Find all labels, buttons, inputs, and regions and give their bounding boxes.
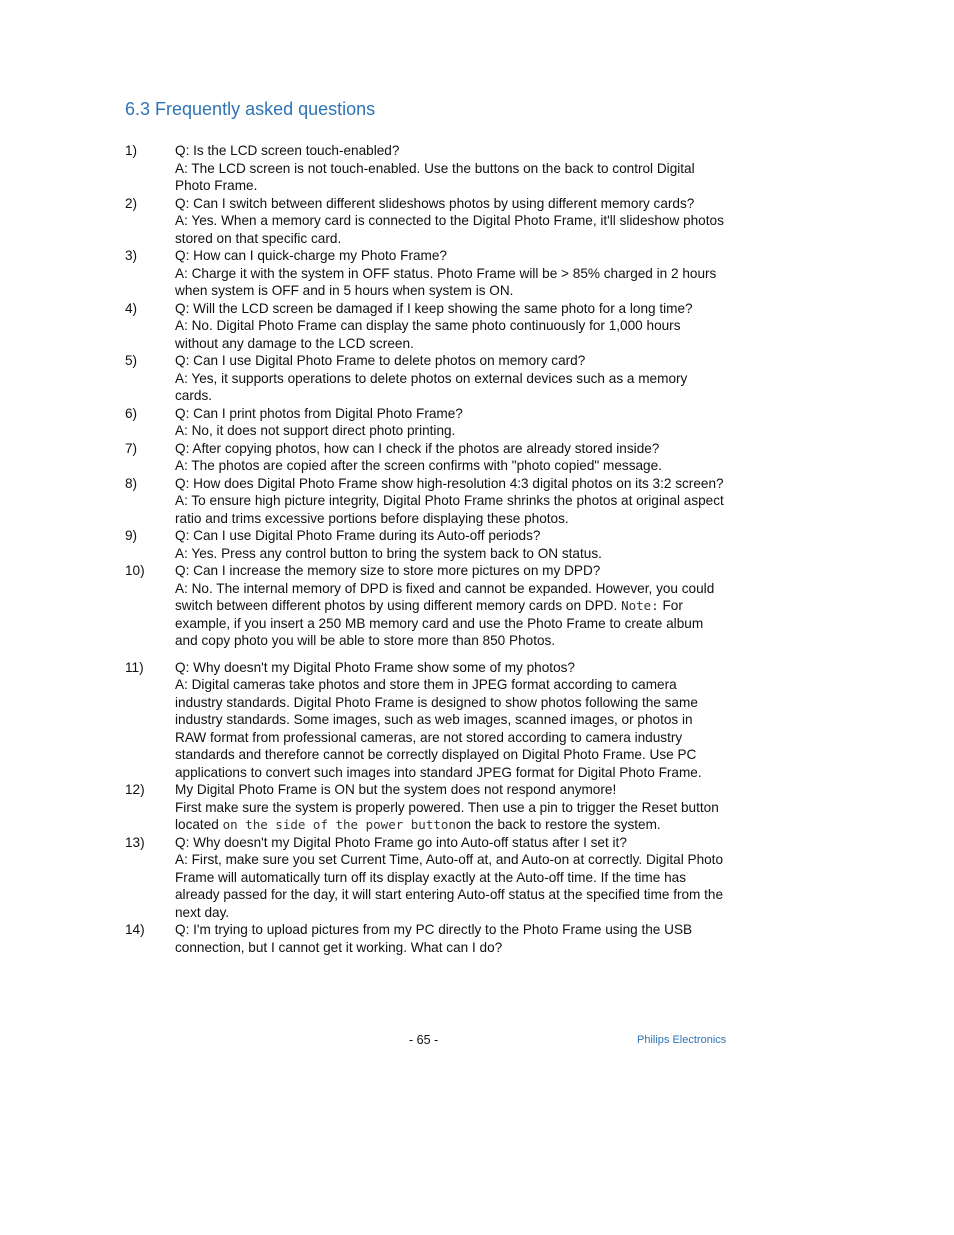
faq-item-5 xyxy=(125,352,725,405)
faq-question: Q: Can I print photos from Digital Photo Frame? xyxy=(175,405,463,421)
faq-question: Q: Will the LCD screen be damaged if I keep showing the same photo for a long time? xyxy=(175,300,693,316)
faq-number: 14) xyxy=(125,922,145,937)
faq-item-7 xyxy=(125,440,725,475)
faq-item-13 xyxy=(125,834,725,922)
faq-question: Q: Is the LCD screen touch-enabled? xyxy=(175,143,400,158)
faq-number: 7) xyxy=(125,440,138,456)
faq-item-11 xyxy=(125,659,725,782)
faq-answer-text: First make sure the system is properly powered. Then use a pin to trigger the Reset button located xyxy=(175,799,719,832)
faq-answer xyxy=(175,799,725,834)
faq-question: Q: How can I quick-charge my Photo Frame? xyxy=(175,248,447,263)
faq-list xyxy=(125,142,725,956)
faq-number: 8) xyxy=(125,475,138,491)
faq-answer xyxy=(175,580,725,650)
faq-question: Q: Can I use Digital Photo Frame to delete photos on memory card? xyxy=(175,353,586,368)
faq-answer: A: Charge it with the system in OFF status. Photo Frame will be > 85% charged in 2 hours when system is OFF and in 5 hours when system is ON. xyxy=(175,265,717,298)
faq-number: 13) xyxy=(125,834,145,850)
faq-question: Q: I'm trying to upload pictures from my PC directly to the Photo Frame using the USB connection, but I cannot get it working. What can I do? xyxy=(175,922,693,955)
faq-answer: A: Yes, it supports operations to delete photos on external devices such as a memory cards. xyxy=(175,370,688,403)
section-heading: 6.3 Frequently asked questions xyxy=(125,99,376,119)
faq-number: 10) xyxy=(125,563,145,578)
faq-question: Q: Can I use Digital Photo Frame during its Auto-off periods? xyxy=(175,528,541,543)
footer-brand: Philips Electronics xyxy=(637,1034,727,1046)
faq-item-4 xyxy=(125,300,725,353)
faq-answer-tail: on the back to restore the system. xyxy=(455,817,661,832)
faq-question: Q: After copying photos, how can I check if the photos are already stored inside? xyxy=(175,440,660,456)
faq-answer: A: The LCD screen is not touch-enabled. Use the buttons on the back to control Digital Photo Frame. xyxy=(175,160,695,193)
faq-answer: A: To ensure high picture integrity, Digital Photo Frame shrinks the photos at original aspect ratio and trims excessive portions before displaying these photos. xyxy=(175,493,724,526)
faq-item-8 xyxy=(125,475,725,528)
faq-question: Q: Can I increase the memory size to store more pictures on my DPD? xyxy=(175,563,601,578)
faq-answer: A: First, make sure you set Current Time, Auto-off at, and Auto-on at correctly. Digital Photo Frame will automatically turn off its display exactly at the Auto-off time. If the time has already passed for the day, it will start entering Auto-off status at the specified time from the next day. xyxy=(175,852,724,920)
faq-number: 3) xyxy=(125,248,138,263)
page-number: - 65 - xyxy=(409,1033,439,1047)
faq-answer: A: Yes. When a memory card is connected to the Digital Photo Frame, it'll slideshow photos stored on that specific card. xyxy=(175,213,724,246)
faq-question: Q: Why doesn't my Digital Photo Frame go into Auto-off status after I set it? xyxy=(175,834,627,850)
faq-item-10 xyxy=(125,562,725,650)
faq-number: 1) xyxy=(125,143,138,158)
faq-number: 4) xyxy=(125,300,138,316)
faq-item-1 xyxy=(125,142,725,195)
faq-number: 9) xyxy=(125,528,138,543)
faq-answer-tail: For example, if you insert a 250 MB memory card and use the Photo Frame to create album and copy photo you will be able to store more than 850 Photos. xyxy=(175,598,704,648)
faq-question: Q: How does Digital Photo Frame show high-resolution 4:3 digital photos on its 3:2 screen? xyxy=(175,475,724,491)
faq-item-9 xyxy=(125,527,725,562)
faq-answer: A: Digital cameras take photos and store them in JPEG format according to camera industry standards. Digital Photo Frame is designed to show photos following the same industry standards. Some images, such as web images, scanned images, or photos in RAW format from professional cameras, are not stored according to camera industry standards and therefore cannot be correctly displayed on Digital Photo Frame. Use PC applications to convert such images into standard JPEG format for Digital Photo Frame. xyxy=(175,677,702,780)
faq-answer: A: Yes. Press any control button to bring the system back to ON status. xyxy=(175,545,602,561)
faq-item-3 xyxy=(125,247,725,300)
note-label: Note: xyxy=(621,598,659,613)
faq-answer: A: No. Digital Photo Frame can display the same photo continuously for 1,000 hours without any damage to the LCD screen. xyxy=(175,318,681,351)
faq-answer: A: The photos are copied after the screen confirms with "photo copied" message. xyxy=(175,458,662,473)
faq-item-14 xyxy=(125,921,725,956)
faq-item-12 xyxy=(125,781,725,834)
faq-number: 6) xyxy=(125,405,138,421)
power-button-note: on the side of the power button xyxy=(222,817,456,832)
faq-item-2 xyxy=(125,195,725,248)
faq-question: My Digital Photo Frame is ON but the system does not respond anymore! xyxy=(175,782,617,797)
faq-number: 11) xyxy=(125,659,144,675)
faq-number: 12) xyxy=(125,782,145,797)
faq-answer-text: A: No. The internal memory of DPD is fixed and cannot be expanded. However, you could switch between different photos by using different memory cards on DPD. xyxy=(175,580,715,613)
faq-item-6 xyxy=(125,405,725,440)
faq-question: Q: Why doesn't my Digital Photo Frame show some of my photos? xyxy=(175,659,575,675)
faq-answer: A: No, it does not support direct photo printing. xyxy=(175,423,456,438)
faq-number: 2) xyxy=(125,195,138,211)
faq-question: Q: Can I switch between different slideshows photos by using different memory cards? xyxy=(175,195,695,211)
faq-number: 5) xyxy=(125,353,138,368)
